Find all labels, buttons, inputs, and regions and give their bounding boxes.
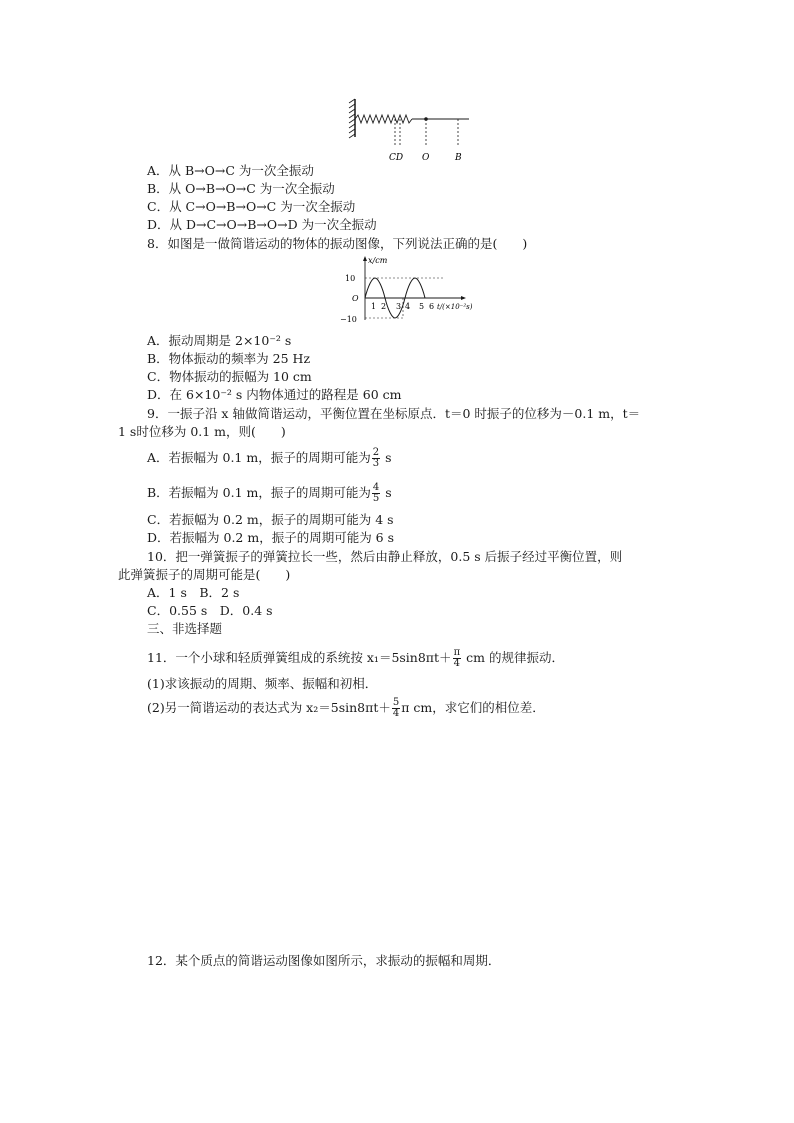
q9-option-b-num: 4 [372,482,380,493]
x-tick-1: 1 [371,302,377,311]
x-tick-4: 4 [405,302,411,311]
q9-option-b-unit: s [385,485,392,500]
q9-option-b [147,478,392,508]
q9-stem-line2: 1 s时位移为 0.1 m，则( ) [118,424,286,439]
q10-options-line1: A．1 s B．2 s [147,585,240,600]
q11-part2-den: 4 [392,708,400,719]
y-tick-10: 10 [345,274,356,283]
q11-stem-text: 11．一个小球和轻质弹簧组成的系统按 x₁＝5sin8πt＋ [147,650,452,665]
y-tick-origin: O [352,294,359,303]
q11-part2 [147,690,545,726]
x-tick-2: 2 [381,302,387,311]
q9-option-a [147,443,392,473]
label-cd: CD [389,153,404,163]
q7-option-a: A．从 B→O→C 为一次全振动 [147,163,314,178]
spring-figure [345,95,475,165]
q9-stem-line1: 9．一振子沿 x 轴做简谐运动，平衡位置在坐标原点．t＝0 时振子的位移为－0.1 m，t＝ [147,406,641,421]
q8-option-b: B．物体振动的频率为 25 Hz [147,351,311,366]
mass-point [424,117,428,121]
q8-option-d: D．在 6×10⁻² s 内物体通过的路程是 60 cm [147,387,402,402]
q10-stem-line2: 此弹簧振子的周期可能是( ) [118,567,291,582]
q7-option-c: C．从 C→O→B→O→C 为一次全振动 [147,199,356,214]
q9-option-d: D．若振幅为 0.2 m，振子的周期可能为 6 s [147,530,395,545]
q9-option-a-num: 2 [372,447,380,458]
q9-option-a-text: A．若振幅为 0.1 m，振子的周期可能为 [147,450,371,465]
q11-stem [147,641,564,675]
q11-stem-num: π [453,647,461,658]
q11-stem-suffix: cm 的规律振动． [466,650,564,665]
q11-part2-num: 5 [392,697,400,708]
q11-part2-text: (2)另一简谐运动的表达式为 x₂＝5sin8πt＋ [147,700,391,715]
x-axis-label: t/(×10⁻²s) [437,303,473,311]
label-o: O [422,153,430,163]
q9-option-a-unit: s [385,450,392,465]
q9-option-c: C．若振幅为 0.2 m，振子的周期可能为 4 s [147,512,394,527]
q7-option-b: B．从 O→B→O→C 为一次全振动 [147,181,335,196]
q9-option-b-fraction [372,483,380,504]
x-tick-6: 6 [429,302,435,311]
q9-option-a-fraction [372,448,380,469]
q8-option-a: A．振动周期是 2×10⁻² s [147,333,292,348]
y-tick-neg10: −10 [340,315,357,324]
q8-stem: 8．如图是一做简谐运动的物体的振动图像，下列说法正确的是( ) [147,236,528,251]
q9-option-b-den: 5 [372,493,380,504]
section-heading: 三、非选择题 [147,621,223,636]
q11-part1: (1)求该振动的周期、频率、振幅和初相． [147,676,378,691]
q11-stem-den: 4 [453,658,461,669]
spring [355,115,412,123]
y-axis-label: x/cm [368,256,388,265]
q11-part2-suffix: π cm，求它们的相位差． [401,700,545,715]
vibration-graph [335,254,485,326]
q7-option-d: D．从 D→C→O→B→O→D 为一次全振动 [147,217,377,232]
q11-stem-fraction [453,648,462,669]
q12-stem: 12．某个质点的简谐运动图像如图所示，求振动的振幅和周期． [147,953,501,968]
label-b: B [455,153,462,163]
q10-stem-line1: 10．把一弹簧振子的弹簧拉长一些，然后由静止释放，0.5 s 后振子经过平衡位置，则 [147,549,623,564]
x-tick-5: 5 [419,302,425,311]
q8-option-c: C．物体振动的振幅为 10 cm [147,369,312,384]
q10-options-line2: C．0.55 s D．0.4 s [147,603,273,618]
q9-option-b-text: B．若振幅为 0.1 m，振子的周期可能为 [147,485,371,500]
q11-part2-fraction [392,698,400,719]
x-tick-3: 3 [396,302,402,311]
q9-option-a-den: 3 [372,458,380,469]
